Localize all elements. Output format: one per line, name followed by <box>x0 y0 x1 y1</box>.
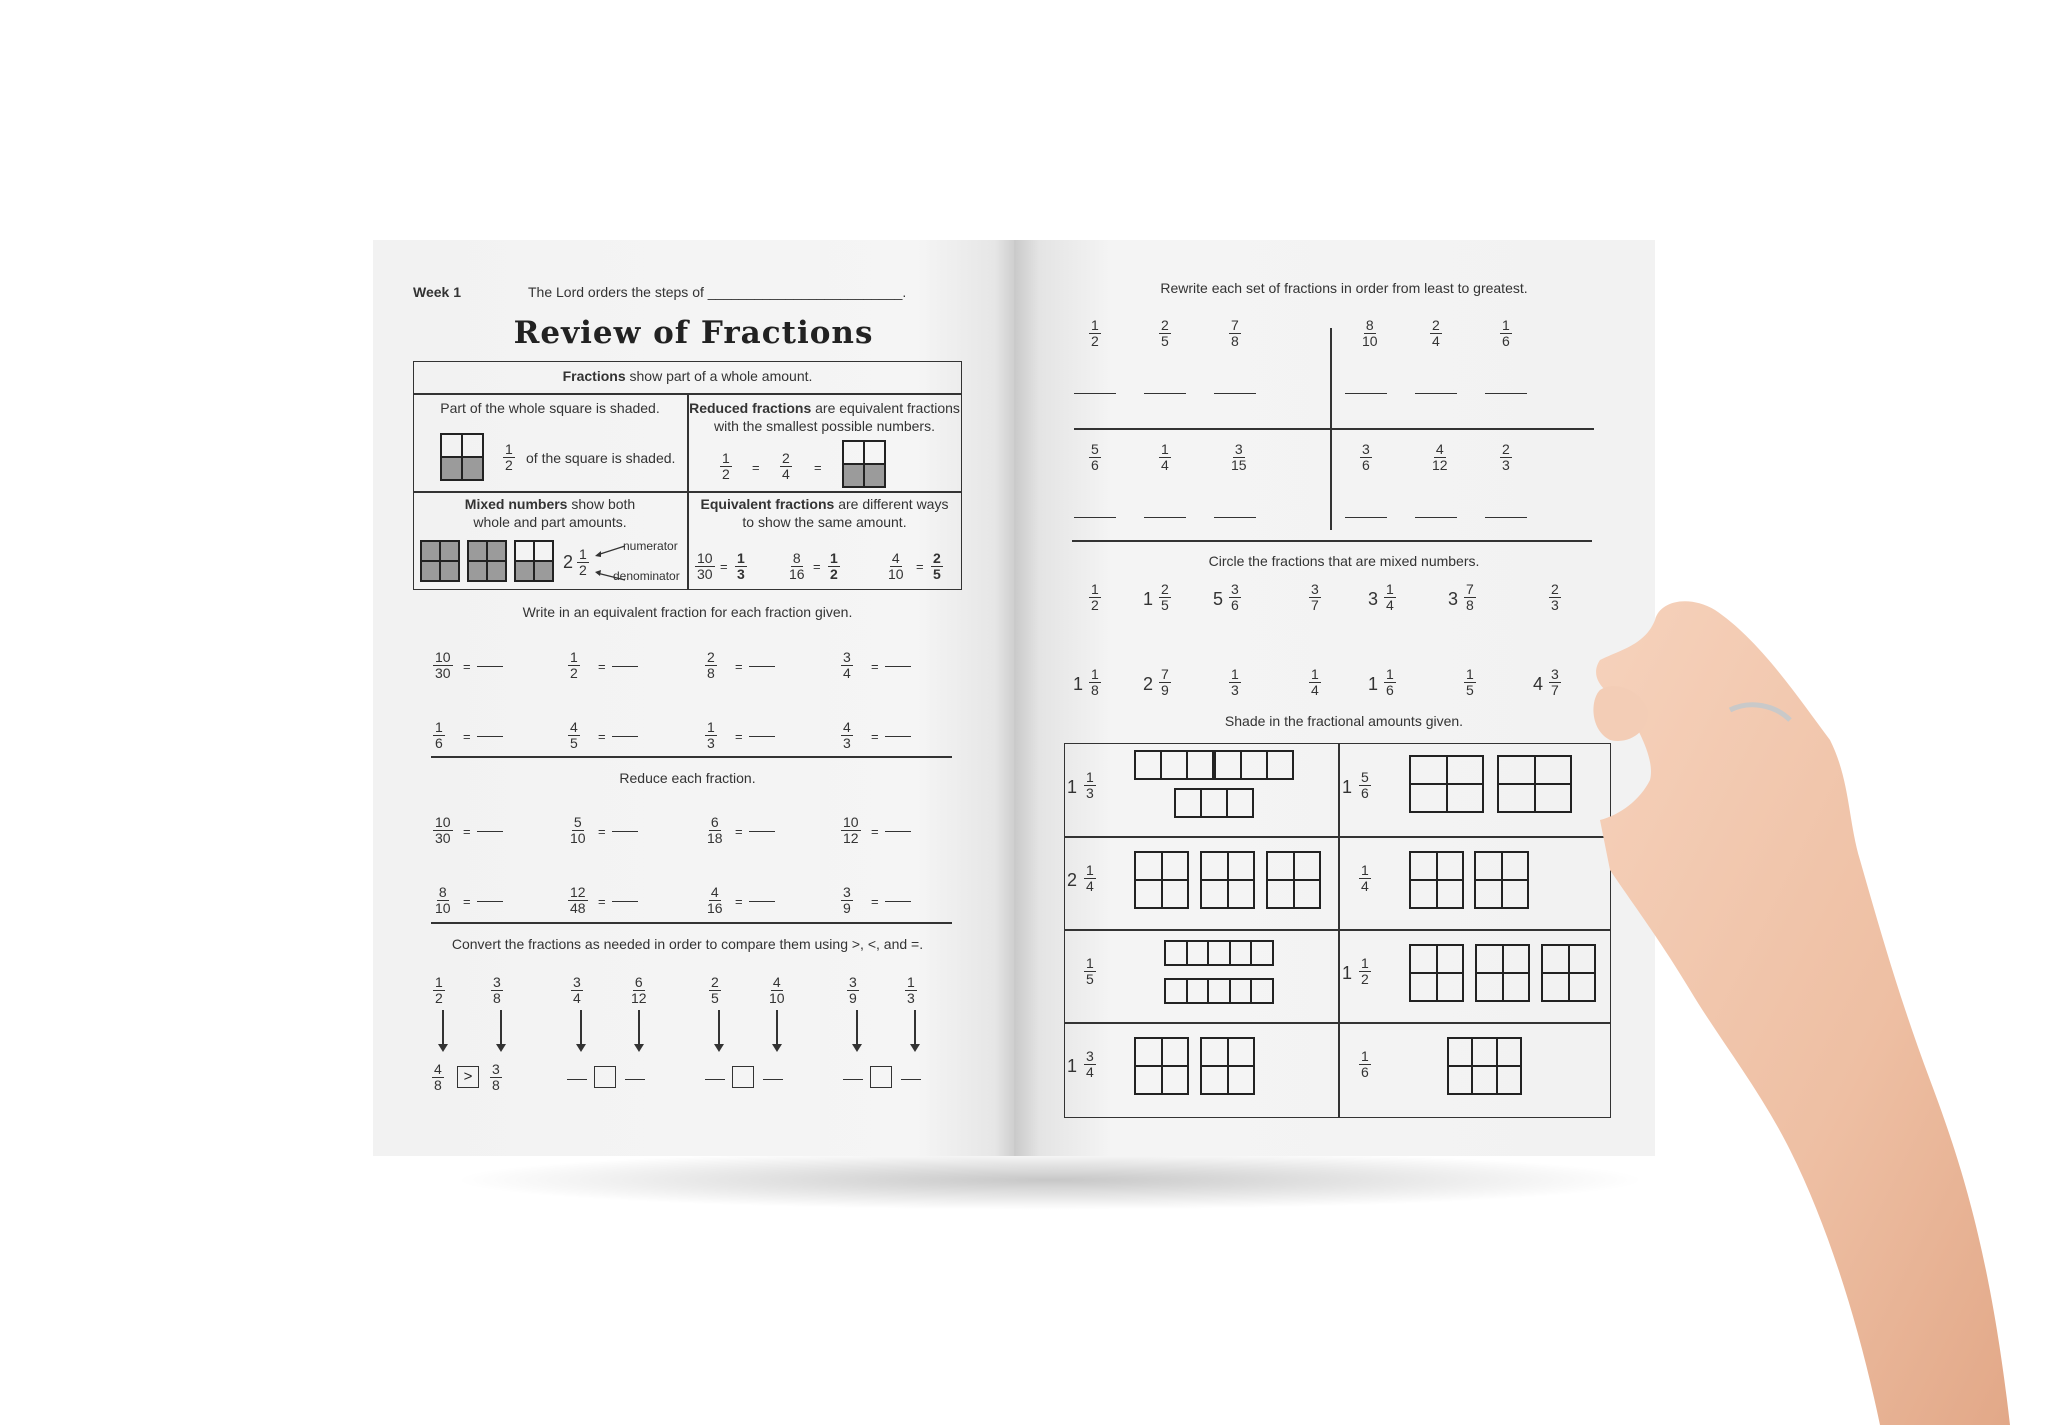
given-fraction: 10 12 <box>843 814 859 846</box>
section1-heading: Write in an equivalent fraction for each fraction given. <box>522 604 853 620</box>
mixed-number-fraction: 1 6 <box>1386 666 1394 698</box>
shade-fraction: 1 2 <box>1361 955 1369 987</box>
equals: = <box>463 729 471 744</box>
whole-number: 5 <box>1213 589 1224 609</box>
cell3-line2: whole and part amounts. <box>473 514 627 530</box>
order-fraction: 1 6 <box>1502 317 1510 349</box>
equals: = <box>598 894 606 909</box>
cell2-frac-2: 2 4 <box>782 450 790 482</box>
cell2-text: Reduced fractions are equivalent fractions <box>689 400 960 416</box>
equals: = <box>720 559 728 574</box>
table-header: Fractions show part of a whole amount. <box>562 368 813 384</box>
compare-fraction: 6 12 <box>631 974 647 1006</box>
section2-heading: Reduce each fraction. <box>619 770 756 786</box>
order-fraction: 8 10 <box>1362 317 1378 349</box>
equals: = <box>463 659 471 674</box>
whole-number: 4 <box>1533 674 1544 694</box>
equiv-frac: 2 5 <box>933 550 941 582</box>
equals: = <box>463 894 471 909</box>
compare-fraction: 1 3 <box>907 974 915 1006</box>
whole-number: 2 <box>1067 870 1078 890</box>
order-fraction: 3 6 <box>1362 441 1370 473</box>
compare-fraction: 4 10 <box>769 974 785 1006</box>
equiv-frac: 1 3 <box>737 550 745 582</box>
mixed-number-fraction: 7 8 <box>1466 581 1474 613</box>
order-fraction: 3 15 <box>1231 441 1247 473</box>
whole-number: 3 <box>1448 589 1459 609</box>
order-fraction: 4 12 <box>1432 441 1448 473</box>
equals: = <box>871 824 879 839</box>
given-fraction: 1 6 <box>435 719 443 751</box>
denominator-label: denominator <box>613 569 680 583</box>
equals: = <box>916 559 924 574</box>
converted-fraction: 3 8 <box>492 1061 500 1093</box>
equals: = <box>735 894 743 909</box>
equals: = <box>813 559 821 574</box>
equals: = <box>598 824 606 839</box>
cell1-tail: of the square is shaded. <box>526 450 676 466</box>
shade-fraction: 1 4 <box>1086 862 1094 894</box>
compare-fraction: 1 2 <box>435 974 443 1006</box>
whole-number: 1 <box>1368 674 1379 694</box>
mixed-number-fraction: 1 2 <box>1091 581 1099 613</box>
shade-fraction: 1 5 <box>1086 955 1094 987</box>
whole-number: 2 <box>1143 674 1154 694</box>
shade-fraction: 1 6 <box>1361 1048 1369 1080</box>
equals: = <box>598 659 606 674</box>
week-label: Week 1 <box>413 284 461 300</box>
given-fraction: 10 30 <box>435 814 451 846</box>
cell4-text: Equivalent fractions are different ways <box>700 496 949 512</box>
given-fraction: 2 8 <box>707 649 715 681</box>
order-fraction: 2 3 <box>1502 441 1510 473</box>
mixed-number-fraction: 2 3 <box>1551 581 1559 613</box>
order-fraction: 2 4 <box>1432 317 1440 349</box>
mixed-number-fraction: 3 6 <box>1231 581 1239 613</box>
equals: = <box>463 824 471 839</box>
equals: = <box>735 824 743 839</box>
equals: = <box>752 460 760 475</box>
whole-number: 1 <box>1342 963 1353 983</box>
order-fraction: 2 5 <box>1161 317 1169 349</box>
section3-heading: Convert the fractions as needed in order to compare them using >, <, and =. <box>451 936 924 952</box>
mixed-number-fraction: 7 9 <box>1161 666 1169 698</box>
compare-fraction: 2 5 <box>711 974 719 1006</box>
given-fraction: 5 10 <box>570 814 586 846</box>
equals: = <box>735 729 743 744</box>
compare-fraction: 3 4 <box>573 974 581 1006</box>
equals: = <box>598 729 606 744</box>
mixed-number-fraction: 1 8 <box>1091 666 1099 698</box>
page-title: Review of Fractions <box>513 315 874 351</box>
cell4-line2: to show the same amount. <box>742 514 907 530</box>
numerator-label: numerator <box>623 539 678 553</box>
given-fraction: 4 3 <box>843 719 851 751</box>
mixed-number-fraction: 1 4 <box>1386 581 1394 613</box>
cell1-text: Part of the whole square is shaded. <box>440 400 660 416</box>
mixed-number-fraction: 3 7 <box>1551 666 1559 698</box>
cell2-line2: with the smallest possible numbers. <box>714 418 935 434</box>
compare-box: > <box>457 1066 479 1088</box>
whole-number: 1 <box>1143 589 1154 609</box>
mixed-number-fraction: 1 5 <box>1466 666 1474 698</box>
given-fraction: 6 18 <box>707 814 723 846</box>
given-fraction: 1 3 <box>707 719 715 751</box>
equals: = <box>814 460 822 475</box>
whole-number: 1 <box>1073 674 1084 694</box>
order-fraction: 7 8 <box>1231 317 1239 349</box>
verse-line: The Lord orders the steps of _________________________. <box>528 284 907 300</box>
equals: = <box>871 659 879 674</box>
circle-heading: Circle the fractions that are mixed numbers. <box>1208 553 1480 569</box>
equals: = <box>735 659 743 674</box>
shade-fraction: 1 4 <box>1361 862 1369 894</box>
given-fraction: 4 5 <box>570 719 578 751</box>
hand-shape <box>1596 601 2010 1425</box>
given-fraction: 4 16 <box>707 884 723 916</box>
shade-heading: Shade in the fractional amounts given. <box>1224 713 1464 729</box>
mixed-number-fraction: 1 3 <box>1231 666 1239 698</box>
whole-number: 1 <box>1067 777 1078 797</box>
equiv-frac: 8 16 <box>789 550 805 582</box>
cell3-text: Mixed numbers show both <box>464 496 636 512</box>
given-fraction: 12 48 <box>570 884 586 916</box>
order-fraction: 1 2 <box>1091 317 1099 349</box>
whole-number: 1 <box>1067 1056 1078 1076</box>
cell1-fraction: 1 2 <box>505 441 513 473</box>
whole-number: 3 <box>1368 589 1379 609</box>
compare-fraction: 3 8 <box>493 974 501 1006</box>
given-fraction: 3 9 <box>843 884 851 916</box>
equals: = <box>871 729 879 744</box>
mixed-number-fraction: 2 5 <box>1161 581 1169 613</box>
shade-fraction: 3 4 <box>1086 1048 1094 1080</box>
compare-fraction: 3 9 <box>849 974 857 1006</box>
equiv-frac: 4 10 <box>888 550 904 582</box>
mixed-number-fraction: 3 7 <box>1311 581 1319 613</box>
given-fraction: 10 30 <box>435 649 451 681</box>
given-fraction: 1 2 <box>570 649 578 681</box>
equiv-frac: 1 2 <box>830 550 838 582</box>
mixed-whole: 2 <box>563 552 574 572</box>
equals: = <box>871 894 879 909</box>
equiv-frac: 10 30 <box>697 550 713 582</box>
cell2-frac-1: 1 2 <box>722 450 730 482</box>
order-fraction: 1 4 <box>1161 441 1169 473</box>
converted-fraction: 4 8 <box>434 1061 442 1093</box>
shade-fraction: 5 6 <box>1361 769 1369 801</box>
given-fraction: 3 4 <box>843 649 851 681</box>
mixed-fraction: 1 2 <box>579 546 587 578</box>
shade-fraction: 1 3 <box>1086 769 1094 801</box>
order-heading: Rewrite each set of fractions in order from least to greatest. <box>1160 280 1528 296</box>
order-fraction: 5 6 <box>1091 441 1099 473</box>
given-fraction: 8 10 <box>435 884 451 916</box>
whole-number: 1 <box>1342 777 1353 797</box>
mixed-number-fraction: 1 4 <box>1311 666 1319 698</box>
